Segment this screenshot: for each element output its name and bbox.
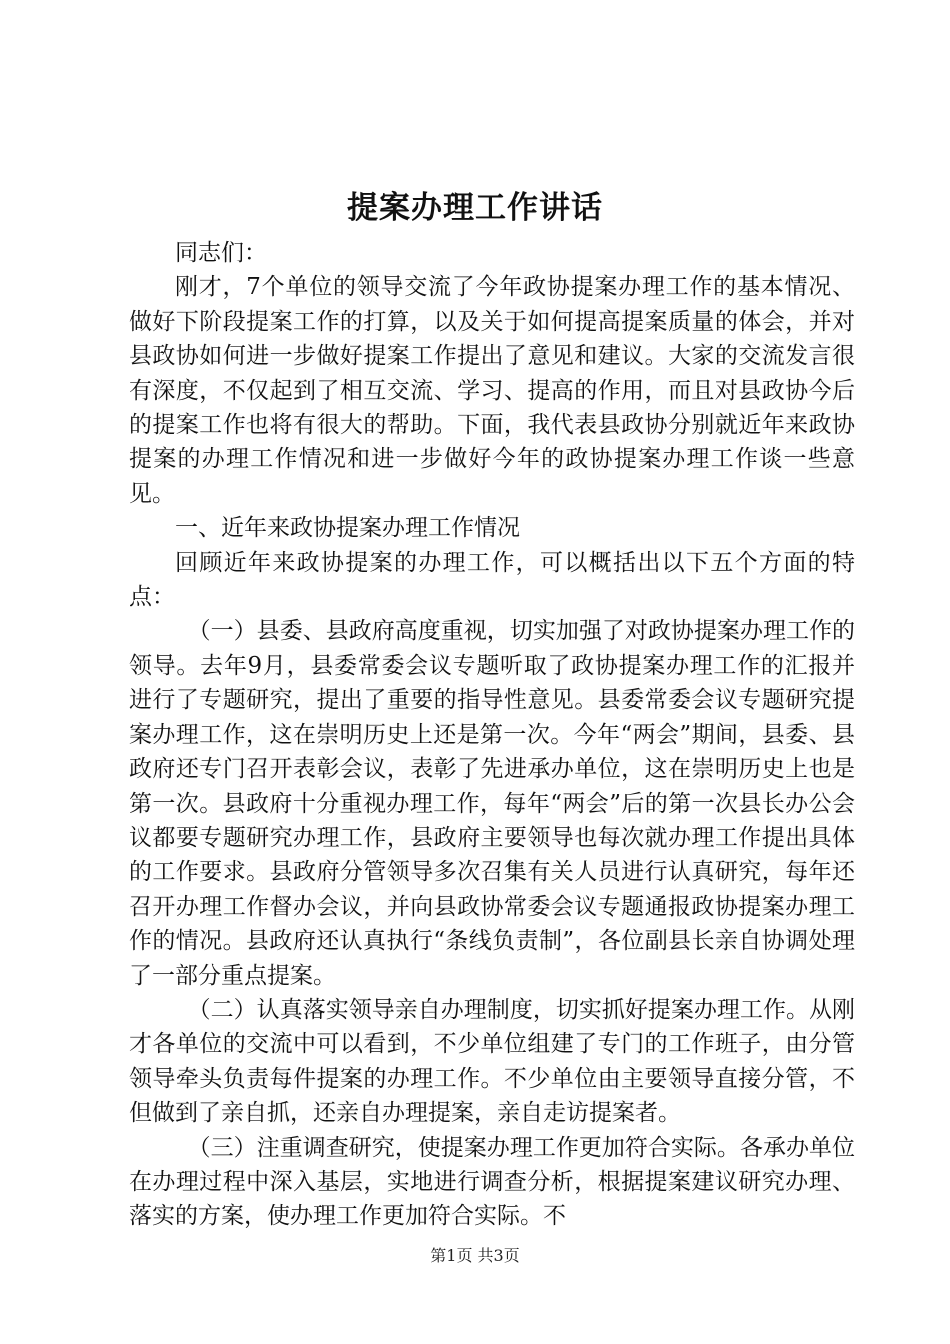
paragraph-overview: 回顾近年来政协提案的办理工作，可以概括出以下五个方面的特点： (129, 549, 855, 611)
document-body (129, 236, 855, 1234)
paragraph-point-1: （一）县委、县政府高度重视，切实加强了对政协提案办理工作的领导。去年9月，县委常委会议专题听取了政协提案办理工作的汇报并进行了专题研究，提出了重要的指导性意见。县委常委会议专题研究提案办理工作，这在崇明历史上还是第一次。今年“两会”期间，县委、县政府还专门召开表彰会议，表彰了先进承办单位，这在崇明历史上也是第一次。县政府十分重视办理工作，每年“两会”后的第一次县长办公会议都要专题研究办理工作，县政府主要领导也每次就办理工作提出具体的工作要求。县政府分管领导多次召集有关人员进行认真研究，每年还召开办理工作督办会议，并向县政协常委会议专题通报政协提案办理工作的情况。县政府还认真执行“条线负责制”，各位副县长亲自协调处理了一部分重点提案。 (129, 618, 855, 989)
paragraph-point-2: （二）认真落实领导亲自办理制度，切实抓好提案办理工作。从刚才各单位的交流中可以看到，不少单位组建了专门的工作班子，由分管领导牵头负责每件提案的办理工作。不少单位由主要领导直接分管，不但做到了亲自抓，还亲自办理提案，亲自走访提案者。 (129, 996, 855, 1127)
paragraph-intro: 刚才，7个单位的领导交流了今年政协提案办理工作的基本情况、做好下阶段提案工作的打算，以及关于如何提高提案质量的体会，并对县政协如何进一步做好提案工作提出了意见和建议。大家的交流发言很有深度，不仅起到了相互交流、学习、提高的作用，而且对县政协今后的提案工作也将有很大的帮助。下面，我代表县政协分别就近年来政协提案的办理工作情况和进一步做好今年的政协提案办理工作谈一些意见。 (129, 274, 855, 507)
salutation: 同志们： (175, 240, 267, 266)
paragraph-point-3: （三）注重调查研究，使提案办理工作更加符合实际。各承办单位在办理过程中深入基层，实地进行调查分析，根据提案建议研究办理、落实的方案，使办理工作更加符合实际。不 (129, 1134, 855, 1230)
page-title: 提案办理工作讲话 (347, 190, 603, 226)
section-heading: 一、近年来政协提案办理工作情况 (175, 515, 520, 542)
page-footer: 第1页 共3页 (430, 1246, 520, 1265)
